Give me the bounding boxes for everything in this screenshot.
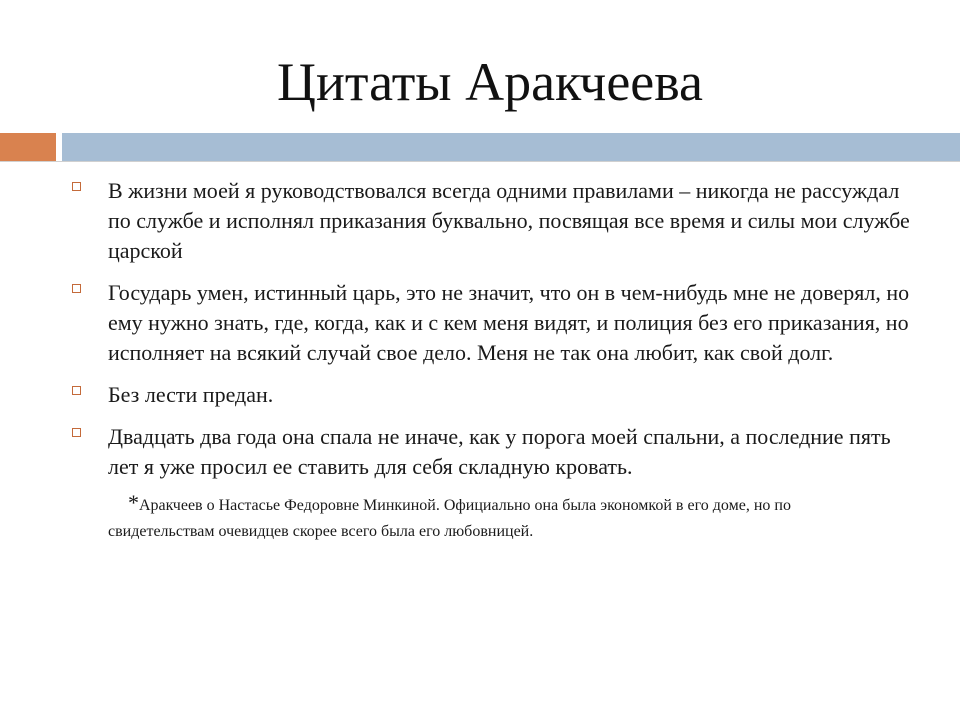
bullet-text: Государь умен, истинный царь, это не значит, что он в чем-нибудь мне не доверял, но ему нужно знать, где, когда, как и с кем меня видят, и полиция без его приказания, но исполняет на всякий случай свое дело. Меня не так она любит, как свой долг. — [108, 280, 910, 365]
title-divider-line — [0, 161, 960, 162]
list-item — [70, 278, 910, 368]
title-divider-bar — [62, 133, 960, 161]
square-outline-bullet-icon — [72, 284, 81, 293]
square-outline-bullet-icon — [72, 428, 81, 437]
bullet-list — [70, 176, 910, 545]
square-outline-bullet-icon — [72, 386, 81, 395]
square-outline-bullet-icon — [72, 182, 81, 191]
list-item — [70, 176, 910, 266]
list-item — [70, 380, 910, 410]
title-accent-bar — [0, 133, 56, 161]
list-item — [70, 422, 910, 482]
bullet-text: Без лести предан. — [108, 382, 274, 407]
footnote — [70, 490, 878, 545]
bullet-text: Двадцать два года она спала не иначе, как у порога моей спальни, а последние пять лет я уже просил ее ставить для себя складную кровать. — [108, 424, 891, 479]
bullet-text: В жизни моей я руководствовался всегда одними правилами – никогда не рассуждал по службе и исполнял приказания буквально, посвящая все время и силы мои службе царской — [108, 178, 910, 263]
footnote-text: Аракчеев о Настасье Федоровне Минкиной. Официально она была экономкой в его доме, но по свидетельствам очевидцев скорее всего была его любовницей. — [108, 497, 791, 540]
slide-title: Цитаты Аракчеева — [276, 52, 704, 112]
footnote-asterisk: * — [128, 490, 139, 515]
